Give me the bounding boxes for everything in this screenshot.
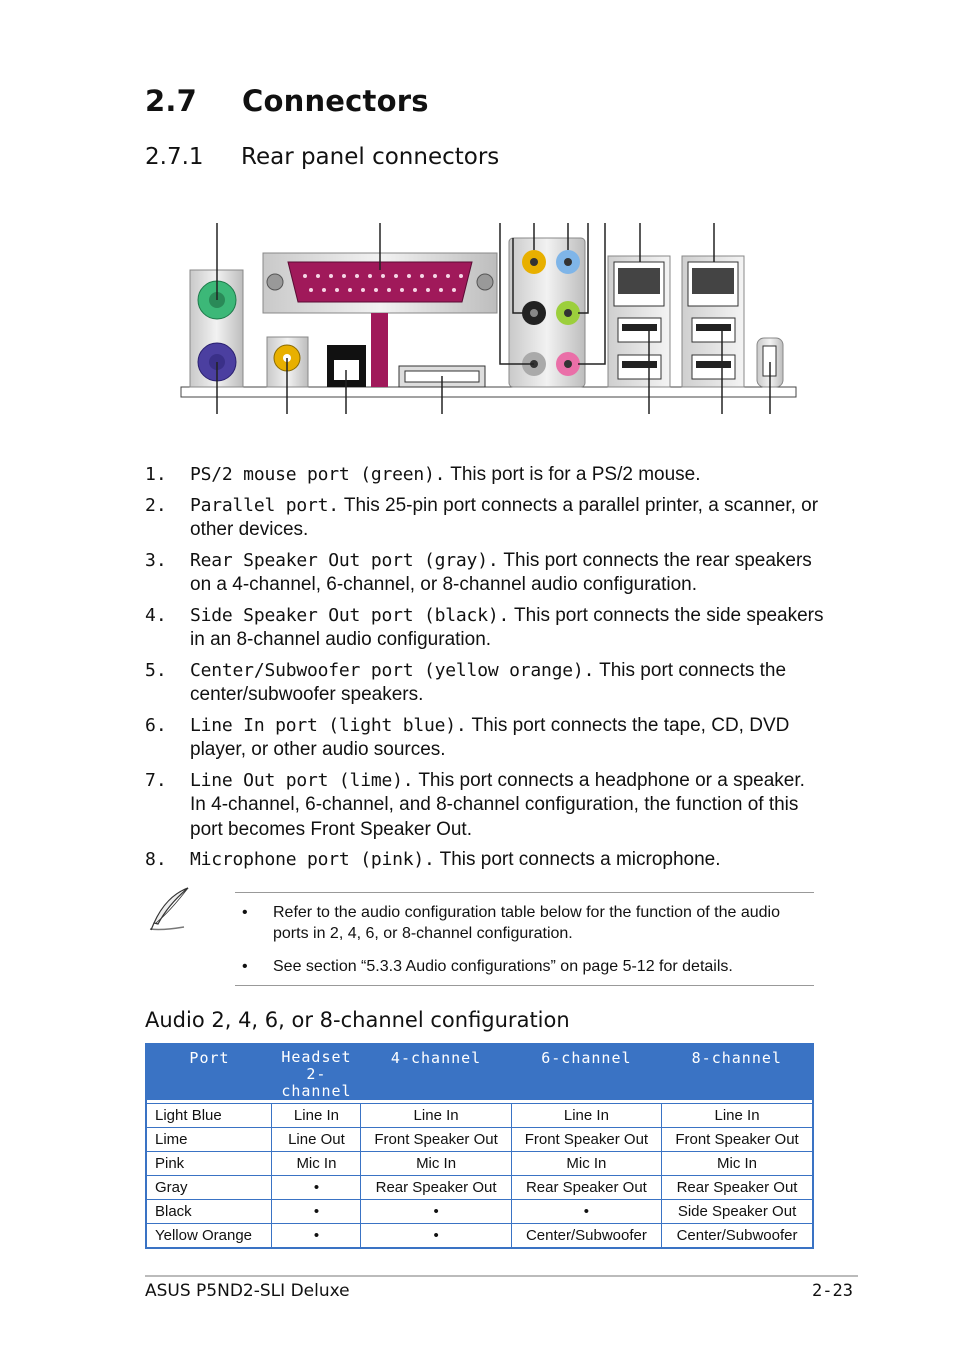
page-number: 2-23 (812, 1281, 853, 1301)
table-cell: • (361, 1224, 511, 1249)
list-item (145, 604, 825, 653)
table-cell: Pink (146, 1152, 272, 1176)
item-text (190, 604, 825, 653)
list-item (145, 659, 825, 708)
table-cell: • (272, 1176, 361, 1200)
item-number: 7. (145, 769, 167, 791)
table-cell: Line In (272, 1104, 361, 1128)
item-description: This port connects the rear speakers on a 4-channel, 6-channel, or 8-channel audio configuration. (190, 549, 812, 595)
table-cell: Side Speaker Out (662, 1200, 813, 1224)
table-row (146, 1176, 813, 1200)
footer-product: ASUS P5ND2-SLI Deluxe (145, 1281, 350, 1301)
table-cell: Mic In (662, 1152, 813, 1176)
list-item (145, 463, 825, 488)
item-description: This port connects the center/subwoofer speakers. (190, 659, 787, 705)
item-number: 2. (145, 494, 167, 516)
note-bullet: • Refer to the audio configuration table below for the function of the audio ports in 2, 4, 6, or 8-channel configuration. (242, 904, 781, 942)
item-description: This port connects the tape, CD, DVD player, or other audio sources. (190, 714, 790, 760)
item-label: Side Speaker Out port (black). (190, 604, 510, 626)
item-text (190, 494, 825, 543)
item-description: This port connects a headphone or a speaker. In 4-channel, 6-channel, and 8-channel configuration, the function of this port becomes Front Speaker Out. (190, 769, 805, 840)
list-item (145, 549, 825, 598)
table-cell: Rear Speaker Out (511, 1176, 661, 1200)
header-port: Port (146, 1044, 272, 1100)
item-number: 8. (145, 849, 167, 870)
table-cell: Front Speaker Out (511, 1128, 661, 1152)
table-cell: Mic In (272, 1152, 361, 1176)
item-number: 1. (145, 464, 167, 485)
item-text (190, 549, 825, 598)
item-number: 3. (145, 549, 167, 571)
table-row (146, 1200, 813, 1224)
item-label: Line In port (light blue). (190, 714, 467, 736)
table-row (146, 1152, 813, 1176)
note-bullet: • See section “5.3.3 Audio configurations” on page 5-12 for details. (242, 958, 733, 975)
table-cell: Light Blue (146, 1104, 272, 1128)
list-item (145, 494, 825, 543)
item-label: Microphone port (pink). (190, 849, 435, 870)
table-title: Audio 2, 4, 6, or 8-channel configuration (145, 1008, 570, 1032)
table-cell: • (272, 1224, 361, 1249)
item-description: This port is for a PS/2 mouse. (445, 464, 701, 485)
item-number: 5. (145, 659, 167, 681)
table-cell: Black (146, 1200, 272, 1224)
audio-config-table (145, 1043, 814, 1249)
item-label: PS/2 mouse port (green). (190, 464, 446, 485)
footer-rule (145, 1275, 858, 1277)
item-number: 6. (145, 714, 167, 736)
item-text (190, 769, 825, 843)
rear-panel-diagram (175, 215, 805, 420)
item-number: 4. (145, 604, 167, 626)
table-cell: Gray (146, 1176, 272, 1200)
table-cell: Rear Speaker Out (662, 1176, 813, 1200)
table-cell: Lime (146, 1128, 272, 1152)
table-cell: Front Speaker Out (662, 1128, 813, 1152)
item-label: Center/Subwoofer port (yellow orange). (190, 659, 595, 681)
item-label: Line Out port (lime). (190, 769, 414, 791)
table-cell: Line Out (272, 1128, 361, 1152)
table-cell: Yellow Orange (146, 1224, 272, 1249)
table-row (146, 1104, 813, 1128)
table-cell: Line In (511, 1104, 661, 1128)
header-8ch: 8-channel (662, 1044, 813, 1100)
header-2ch: Headset 2-channel (272, 1044, 361, 1100)
lan-usb-stack-1 (608, 256, 670, 387)
list-item (145, 848, 825, 873)
subsection-heading: 2.7.1 Rear panel connectors (145, 144, 500, 170)
table-row (146, 1128, 813, 1152)
section-heading: 2.7 Connectors (145, 84, 429, 118)
table-cell: • (511, 1200, 661, 1224)
item-description: This port connects the side speakers in an 8-channel audio configuration. (190, 604, 824, 650)
item-text (190, 714, 825, 763)
list-item (145, 714, 825, 763)
table-cell: Rear Speaker Out (361, 1176, 511, 1200)
item-label: Rear Speaker Out port (gray). (190, 549, 499, 571)
table-cell: Front Speaker Out (361, 1128, 511, 1152)
note-box (235, 892, 814, 986)
table-cell: Center/Subwoofer (511, 1224, 661, 1249)
table-cell: Line In (361, 1104, 511, 1128)
list-item (145, 769, 825, 843)
item-text (190, 848, 825, 873)
item-text (190, 659, 825, 708)
table-cell: Center/Subwoofer (662, 1224, 813, 1249)
item-description: This 25-pin port connects a parallel printer, a scanner, or other devices. (190, 494, 819, 540)
table-cell: Mic In (511, 1152, 661, 1176)
feather-pen-icon (144, 885, 192, 935)
port-descriptions (145, 463, 825, 879)
table-cell: Line In (662, 1104, 813, 1128)
table-cell: Mic In (361, 1152, 511, 1176)
table-header-row (146, 1044, 813, 1100)
item-text (190, 463, 825, 488)
header-4ch: 4-channel (361, 1044, 511, 1100)
item-label: Parallel port. (190, 494, 339, 516)
table-cell: • (272, 1200, 361, 1224)
table-cell: • (361, 1200, 511, 1224)
table-row (146, 1224, 813, 1249)
header-6ch: 6-channel (511, 1044, 661, 1100)
lan-usb-stack-2 (682, 256, 744, 387)
item-description: This port connects a microphone. (434, 849, 721, 870)
